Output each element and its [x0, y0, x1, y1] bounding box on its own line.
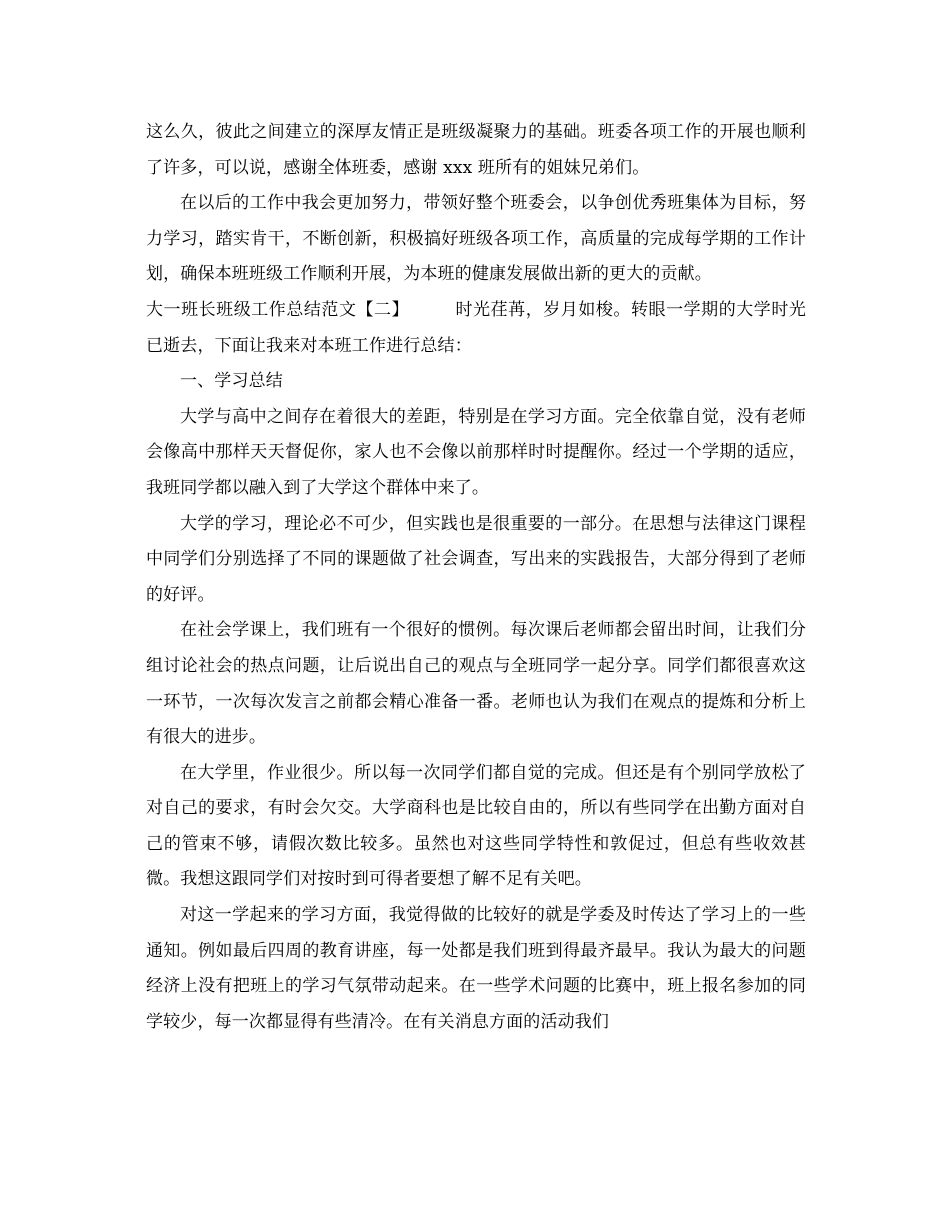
document-body	[146, 115, 806, 1040]
paragraph-homework-attendance: 在大学里，作业很少。所以每一次同学们都自觉的完成。但还是有个别同学放松了对自己的要求，有时会欠交。大学商科也是比较自由的，所以有些同学在出勤方面对自己的管束不够，请假次数比较多。虽然也对这些同学特性和敦促过，但总有些收效甚微。我想这跟同学们对按时到可得者要想了解不足有关吧。	[146, 762, 806, 890]
paragraph-university-vs-highschool: 大学与高中之间存在着很大的差距，特别是在学习方面。完全依靠自觉，没有老师会像高中那样天天督促你，家人也不会像以前那样时时提醒你。经过一个学期的适应，我班同学都以融入到了大学这个群体中来了。	[146, 406, 806, 498]
section-intro: 时光荏苒，岁月如梭。转眼一学期的大学时光已逝去，下面让我来对本班工作进行总结：	[146, 299, 807, 356]
subheading-study-summary: 一、学习总结	[180, 371, 283, 392]
section-title: 大一班长班级工作总结范文【二】	[146, 299, 410, 320]
paragraph-future-work: 在以后的工作中我会更加努力，带领好整个班委会，以争创优秀班集体为目标，努力学习，踏实肯干，不断创新，积极搞好班级各项工作，高质量的完成每学期的工作计划，确保本班班级工作顺利开展，为本班的健康发展做出新的更大的贡献。	[146, 193, 806, 285]
paragraph-theory-and-practice: 大学的学习，理论必不可少，但实践也是很重要的一部分。在思想与法律这门课程中同学们分别选择了不同的课题做了社会调查，写出来的实践报告，大部分得到了老师的好评。	[146, 513, 806, 605]
paragraph-sociology-class: 在社会学课上，我们班有一个很好的惯例。每次课后老师都会留出时间，让我们分组讨论社会的热点问题，让后说出自己的观点与全班同学一起分享。同学们都很喜欢这一环节，一次每次发言之前都会精心准备一番。老师也认为我们在观点的提炼和分析上有很大的进步。	[146, 620, 806, 748]
paragraph-continuation: 这么久，彼此之间建立的深厚友情正是班级凝聚力的基础。班委各项工作的开展也顺利了许多，可以说，感谢全体班委，感谢 xxx 班所有的姐妹兄弟们。	[146, 122, 806, 178]
paragraph-study-reflection: 对这一学起来的学习方面，我觉得做的比较好的就是学委及时传达了学习上的一些通知。例如最后四周的教育讲座，每一处都是我们班到得最齐最早。我认为最大的问题经济上没有把班上的学习气氛带动起来。在一些学术问题的比赛中，班上报名参加的同学较少，每一次都显得有些清冷。在有关消息方面的活动我们	[146, 905, 806, 1032]
section-heading-line	[146, 293, 806, 364]
